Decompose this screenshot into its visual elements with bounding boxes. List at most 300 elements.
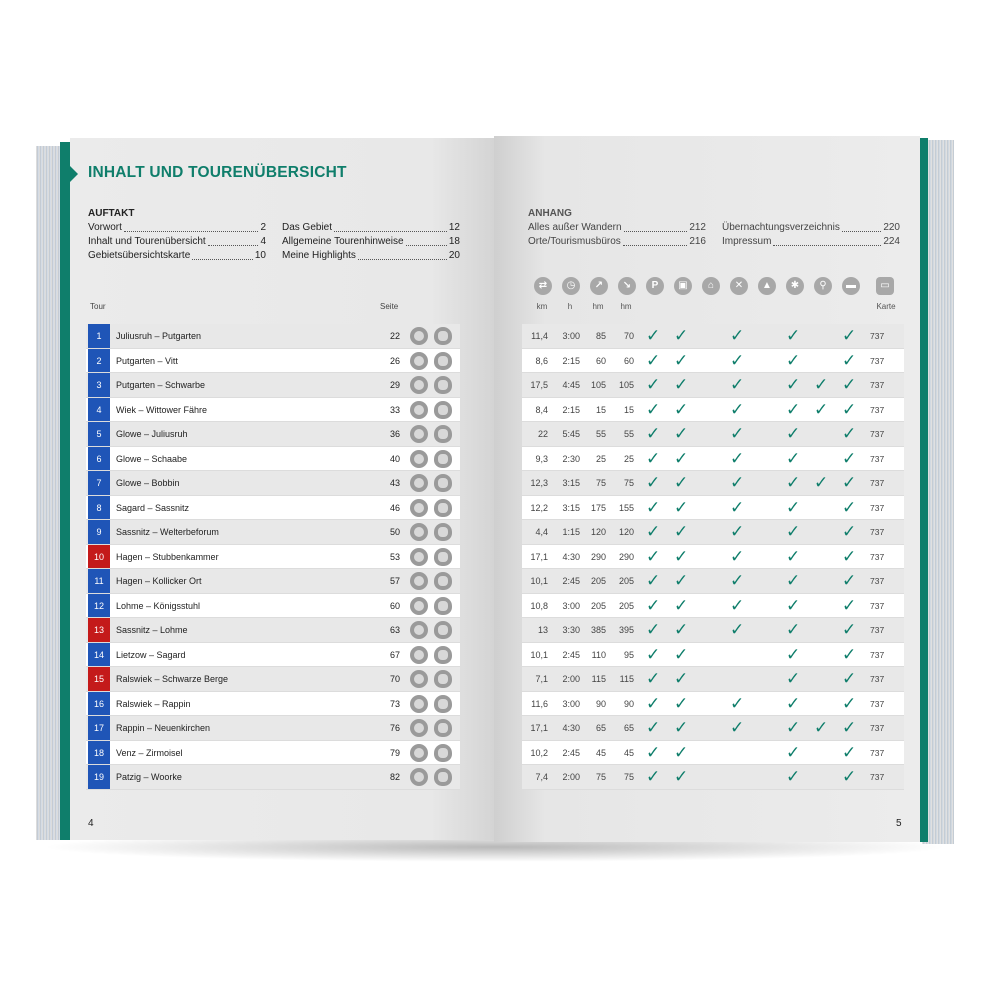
table-row[interactable] [86, 594, 460, 619]
anhang-heading: ANHANG [528, 208, 572, 219]
tour-page: 70 [389, 674, 400, 684]
tour-km: 11,6 [531, 698, 548, 709]
tour-name: Putgarten – Vitt [116, 355, 178, 366]
route-type-icon [410, 646, 428, 664]
check-icon: ✓ [842, 620, 857, 639]
table-row[interactable] [86, 716, 460, 741]
family-icon [434, 597, 452, 615]
check-icon: ✓ [674, 595, 689, 615]
tour-km: 7,4 [535, 772, 548, 782]
table-row[interactable] [522, 594, 904, 619]
tour-ascent: 385 [590, 625, 606, 635]
table-row[interactable] [86, 618, 460, 643]
map-icon: ▭ [876, 277, 894, 295]
tour-ascent: 115 [591, 674, 606, 684]
tour-map: 737 [870, 429, 885, 439]
tour-map: 737 [870, 453, 885, 464]
tour-ascent: 205 [590, 600, 606, 611]
tour-hours: 2:45 [562, 576, 580, 586]
tour-name: Lohme – Königsstuhl [116, 600, 201, 611]
table-row[interactable] [86, 569, 460, 594]
tour-page: 79 [389, 747, 400, 758]
check-icon: ✓ [730, 448, 745, 468]
check-icon: ✓ [786, 350, 801, 370]
check-icon: ✓ [786, 669, 801, 688]
tour-km: 10,1 [530, 649, 548, 660]
check-icon: ✓ [674, 375, 689, 394]
table-row[interactable] [86, 545, 460, 570]
tour-km: 12,3 [530, 478, 548, 488]
tour-name: Sagard – Sassnitz [116, 502, 190, 513]
tour-map: 737 [870, 380, 885, 390]
check-icon: ✓ [646, 718, 661, 737]
tour-descent: 55 [623, 429, 634, 439]
check-icon: ✓ [814, 375, 829, 394]
tour-name: Hagen – Stubbenkammer [116, 551, 219, 562]
tour-ascent: 60 [595, 355, 606, 366]
tour-number: 11 [88, 569, 110, 593]
tour-number: 13 [88, 618, 110, 642]
family-icon [434, 474, 452, 492]
check-icon: ✓ [786, 448, 801, 468]
check-icon: ✓ [842, 693, 857, 713]
tour-km: 11,4 [531, 331, 548, 341]
table-row[interactable] [522, 324, 904, 349]
tour-ascent: 175 [590, 502, 606, 513]
tour-name: Ralswiek – Schwarze Berge [116, 674, 229, 684]
tour-page: 67 [389, 649, 400, 660]
tour-descent: 205 [618, 600, 634, 611]
check-icon: ✓ [646, 742, 661, 762]
tour-number: 19 [88, 765, 110, 789]
toc-entry[interactable]: Gebietsübersichtskarte 10 [88, 250, 266, 261]
seite-column-label: Seite [380, 302, 399, 311]
check-icon: ✓ [646, 693, 661, 713]
tour-ascent: 65 [595, 723, 606, 733]
family-icon [434, 768, 452, 786]
tour-hours: 2:15 [562, 404, 580, 415]
table-row[interactable] [522, 496, 904, 521]
toc-entry[interactable]: Orte/Tourismusbüros 216 [528, 236, 706, 247]
tour-hours: 2:30 [562, 453, 580, 464]
tour-ascent: 15 [595, 404, 606, 415]
bike-icon: ⚲ [814, 277, 832, 295]
family-icon [434, 499, 452, 517]
tour-km: 4,4 [535, 527, 548, 537]
route-type-icon [410, 523, 428, 541]
check-icon: ✓ [674, 399, 689, 419]
tour-map: 737 [870, 331, 885, 341]
tour-km: 7,1 [535, 674, 548, 684]
title-arrow-icon [70, 166, 78, 182]
tour-number: 4 [88, 398, 110, 422]
tour-page: 40 [389, 453, 400, 464]
check-icon: ✓ [842, 644, 857, 664]
route-type-icon [410, 597, 428, 615]
tour-descent: 70 [623, 331, 634, 341]
route-type-icon [410, 695, 428, 713]
tour-km: 8,4 [535, 404, 548, 415]
tour-descent: 120 [618, 527, 634, 537]
check-icon: ✓ [646, 497, 661, 517]
table-row[interactable] [86, 349, 460, 374]
tour-page: 82 [389, 772, 400, 782]
route-type-icon [410, 768, 428, 786]
table-row[interactable] [522, 447, 904, 472]
tour-page: 50 [389, 527, 400, 537]
tour-descent: 395 [618, 625, 634, 635]
bus-icon: ▣ [674, 277, 692, 295]
table-row[interactable] [522, 692, 904, 717]
tour-hours: 1:15 [562, 527, 580, 537]
family-icon [434, 352, 452, 370]
route-type-icon [410, 352, 428, 370]
tour-hours: 3:15 [562, 502, 580, 513]
tour-map: 737 [870, 772, 885, 782]
table-row[interactable] [522, 398, 904, 423]
check-icon: ✓ [730, 546, 745, 566]
tour-number: 14 [88, 643, 110, 667]
tour-hours: 2:00 [562, 772, 580, 782]
table-row[interactable] [86, 741, 460, 766]
table-row[interactable] [86, 643, 460, 668]
family-icon [434, 646, 452, 664]
tour-descent: 115 [619, 674, 634, 684]
tour-number: 16 [88, 692, 110, 716]
restaurant-icon: ✕ [730, 277, 748, 295]
page-number-left: 4 [88, 818, 94, 829]
check-icon: ✓ [814, 473, 829, 492]
tour-km: 17,5 [530, 380, 548, 390]
tour-ascent: 290 [590, 551, 606, 562]
tour-map: 737 [870, 527, 885, 537]
check-icon: ✓ [730, 571, 745, 590]
toc-entry[interactable]: Alles außer Wandern 212 [528, 222, 706, 233]
family-icon [434, 450, 452, 468]
check-icon: ✓ [730, 497, 745, 517]
anhang-toc-col2 [722, 221, 900, 249]
family-icon [434, 523, 452, 541]
check-icon: ✓ [674, 767, 689, 786]
summit-icon: ▲ [758, 277, 776, 295]
tour-hours: 4:30 [562, 551, 580, 562]
check-icon: ✓ [842, 669, 857, 688]
check-icon: ✓ [730, 326, 745, 345]
unit-km: km [536, 302, 548, 311]
tour-ascent: 55 [595, 429, 606, 439]
tour-name: Lietzow – Sagard [116, 649, 186, 660]
check-icon: ✓ [674, 620, 689, 639]
tour-map: 737 [870, 649, 885, 660]
tour-map: 737 [870, 600, 885, 611]
table-row[interactable] [86, 667, 460, 692]
tour-number: 9 [88, 520, 110, 544]
tour-descent: 95 [623, 649, 634, 660]
tour-page: 29 [389, 380, 400, 390]
table-row[interactable] [86, 324, 460, 349]
check-icon: ✓ [842, 473, 857, 492]
tour-map: 737 [870, 747, 885, 758]
check-icon: ✓ [842, 767, 857, 786]
table-row[interactable] [522, 373, 904, 398]
tour-km: 10,1 [530, 576, 548, 586]
family-icon [434, 401, 452, 419]
auftakt-toc-col1 [88, 221, 266, 263]
tour-page: 33 [389, 404, 400, 415]
check-icon: ✓ [646, 399, 661, 419]
toc-entry[interactable]: Inhalt und Tourenübersicht 4 [88, 236, 266, 247]
tour-ascent: 120 [590, 527, 606, 537]
tour-name: Glowe – Juliusruh [116, 429, 188, 439]
tour-descent: 90 [623, 698, 634, 709]
table-row[interactable] [86, 496, 460, 521]
tour-name: Putgarten – Schwarbe [116, 380, 206, 390]
family-icon [434, 670, 452, 688]
route-type-icon [410, 548, 428, 566]
check-icon: ✓ [674, 644, 689, 664]
toc-entry[interactable]: Allgemeine Tourenhinweise 18 [282, 236, 460, 247]
check-icon: ✓ [842, 571, 857, 590]
table-row[interactable] [86, 422, 460, 447]
check-icon: ✓ [730, 595, 745, 615]
route-type-icon [410, 401, 428, 419]
page-title: INHALT UND TOURENÜBERSICHT [88, 164, 347, 181]
signpost-icon: ⇄ [534, 277, 552, 295]
tour-km: 12,2 [530, 502, 548, 513]
check-icon: ✓ [674, 522, 689, 541]
check-icon: ✓ [730, 350, 745, 370]
tour-number: 18 [88, 741, 110, 765]
table-row[interactable] [522, 349, 904, 374]
table-row[interactable] [522, 741, 904, 766]
check-icon: ✓ [730, 473, 745, 492]
tour-number: 10 [88, 545, 110, 569]
tour-page: 46 [389, 502, 400, 513]
tour-hours: 4:30 [562, 723, 580, 733]
tour-ascent: 85 [595, 331, 606, 341]
tour-page: 57 [389, 576, 400, 586]
tour-page: 63 [389, 625, 400, 635]
check-icon: ✓ [842, 399, 857, 419]
tour-ascent: 90 [595, 698, 606, 709]
tour-hours: 4:45 [562, 380, 580, 390]
bed-icon: ▬ [842, 277, 860, 295]
route-type-icon [410, 572, 428, 590]
tour-hours: 5:45 [562, 429, 580, 439]
check-icon: ✓ [674, 350, 689, 370]
check-icon: ✓ [786, 693, 801, 713]
family-icon [434, 719, 452, 737]
tour-ascent: 25 [595, 453, 606, 464]
table-row[interactable] [522, 569, 904, 594]
table-row[interactable] [86, 692, 460, 717]
check-icon: ✓ [646, 522, 661, 541]
check-icon: ✓ [842, 448, 857, 468]
check-icon: ✓ [786, 522, 801, 541]
check-icon: ✓ [786, 497, 801, 517]
family-icon [434, 695, 452, 713]
table-row[interactable] [86, 398, 460, 423]
tour-name: Sassnitz – Lohme [116, 625, 188, 635]
table-row[interactable] [86, 471, 460, 496]
tour-map: 737 [870, 698, 885, 709]
tour-map: 737 [870, 551, 885, 562]
check-icon: ✓ [674, 546, 689, 566]
auftakt-toc-col2 [282, 221, 460, 263]
tour-ascent: 110 [591, 649, 606, 660]
check-icon: ✓ [842, 742, 857, 762]
tour-map: 737 [870, 625, 885, 635]
tour-number: 3 [88, 373, 110, 397]
tour-km: 17,1 [530, 551, 548, 562]
auftakt-heading: AUFTAKT [88, 208, 135, 219]
table-row[interactable] [522, 422, 904, 447]
route-type-icon [410, 719, 428, 737]
check-icon: ✓ [646, 326, 661, 345]
toc-entry[interactable]: Übernachtungsverzeichnis 220 [722, 222, 900, 233]
tour-table-right [522, 324, 904, 790]
check-icon: ✓ [842, 350, 857, 370]
check-icon: ✓ [786, 375, 801, 394]
tour-page: 60 [389, 600, 400, 611]
family-icon [434, 744, 452, 762]
tour-descent: 60 [623, 355, 634, 366]
tour-descent: 65 [623, 723, 634, 733]
check-icon: ✓ [786, 424, 801, 443]
tour-map: 737 [870, 576, 885, 586]
tour-column-label: Tour [90, 302, 106, 311]
tour-hours: 3:00 [562, 698, 580, 709]
tour-descent: 105 [618, 380, 634, 390]
tour-number: 8 [88, 496, 110, 520]
tour-name: Rappin – Neuenkirchen [116, 723, 211, 733]
tour-km: 8,6 [535, 355, 548, 366]
check-icon: ✓ [674, 669, 689, 688]
table-row[interactable] [522, 545, 904, 570]
check-icon: ✓ [786, 595, 801, 615]
toc-entry[interactable]: Das Gebiet 12 [282, 222, 460, 233]
check-icon: ✓ [730, 718, 745, 737]
table-row[interactable] [522, 765, 904, 790]
check-icon: ✓ [646, 350, 661, 370]
tour-descent: 25 [623, 453, 634, 464]
table-row[interactable] [522, 667, 904, 692]
page-edges-left [36, 146, 62, 840]
check-icon: ✓ [786, 718, 801, 737]
toc-entry[interactable]: Meine Highlights 20 [282, 250, 460, 261]
table-row[interactable] [522, 471, 904, 496]
check-icon: ✓ [842, 522, 857, 541]
toc-entry[interactable]: Vorwort 2 [88, 222, 266, 233]
tour-km: 9,3 [535, 453, 548, 464]
family-icon [434, 621, 452, 639]
check-icon: ✓ [814, 718, 829, 737]
hut-icon: ⌂ [702, 277, 720, 295]
check-icon: ✓ [842, 497, 857, 517]
tour-page: 36 [389, 429, 400, 439]
family-icon [434, 572, 452, 590]
tour-number: 7 [88, 471, 110, 495]
tour-hours: 2:45 [562, 649, 580, 660]
tour-page: 26 [389, 355, 400, 366]
check-icon: ✓ [646, 620, 661, 639]
anhang-toc-col1 [528, 221, 706, 249]
check-icon: ✓ [842, 718, 857, 737]
tour-number: 12 [88, 594, 110, 618]
tour-km: 10,8 [530, 600, 548, 611]
check-icon: ✓ [646, 448, 661, 468]
table-row[interactable] [86, 373, 460, 398]
check-icon: ✓ [730, 424, 745, 443]
check-icon: ✓ [786, 326, 801, 345]
tour-number: 1 [88, 324, 110, 348]
check-icon: ✓ [786, 571, 801, 590]
table-row[interactable] [522, 520, 904, 545]
descent-icon: ↘ [618, 277, 636, 295]
tour-page: 43 [389, 478, 400, 488]
toc-entry[interactable]: Impressum 224 [722, 236, 900, 247]
tour-map: 737 [870, 478, 885, 488]
tour-ascent: 205 [590, 576, 606, 586]
check-icon: ✓ [842, 375, 857, 394]
check-icon: ✓ [842, 595, 857, 615]
tour-hours: 2:45 [562, 747, 580, 758]
check-icon: ✓ [646, 424, 661, 443]
table-row[interactable] [86, 765, 460, 790]
check-icon: ✓ [674, 326, 689, 345]
tour-hours: 3:00 [562, 331, 580, 341]
tour-page: 22 [389, 331, 400, 341]
table-row[interactable] [522, 643, 904, 668]
unit-hm-up: hm [592, 302, 604, 311]
check-icon: ✓ [786, 473, 801, 492]
check-icon: ✓ [786, 546, 801, 566]
tour-descent: 45 [623, 747, 634, 758]
tour-map: 737 [870, 355, 885, 366]
tour-map: 737 [870, 674, 885, 684]
tour-km: 13 [537, 625, 548, 635]
check-icon: ✓ [730, 620, 745, 639]
unit-hm-down: hm [620, 302, 632, 311]
check-icon: ✓ [730, 375, 745, 394]
tour-page: 53 [389, 551, 400, 562]
family-icon [434, 548, 452, 566]
tour-name: Juliusruh – Putgarten [116, 331, 202, 341]
tour-ascent: 75 [595, 772, 606, 782]
check-icon: ✓ [646, 375, 661, 394]
route-type-icon [410, 474, 428, 492]
tour-name: Glowe – Schaabe [116, 453, 188, 464]
tour-number: 2 [88, 349, 110, 373]
route-type-icon [410, 450, 428, 468]
table-row[interactable] [522, 618, 904, 643]
tour-hours: 2:00 [562, 674, 580, 684]
table-row[interactable] [522, 716, 904, 741]
table-row[interactable] [86, 447, 460, 472]
tour-number: 15 [88, 667, 110, 691]
check-icon: ✓ [730, 693, 745, 713]
check-icon: ✓ [842, 424, 857, 443]
check-icon: ✓ [730, 522, 745, 541]
tour-ascent: 105 [590, 380, 606, 390]
tour-km: 22 [537, 429, 548, 439]
check-icon: ✓ [674, 448, 689, 468]
tour-hours: 3:30 [562, 625, 580, 635]
table-row[interactable] [86, 520, 460, 545]
check-icon: ✓ [646, 767, 661, 786]
tour-number: 6 [88, 447, 110, 471]
tour-km: 17,1 [530, 723, 548, 733]
